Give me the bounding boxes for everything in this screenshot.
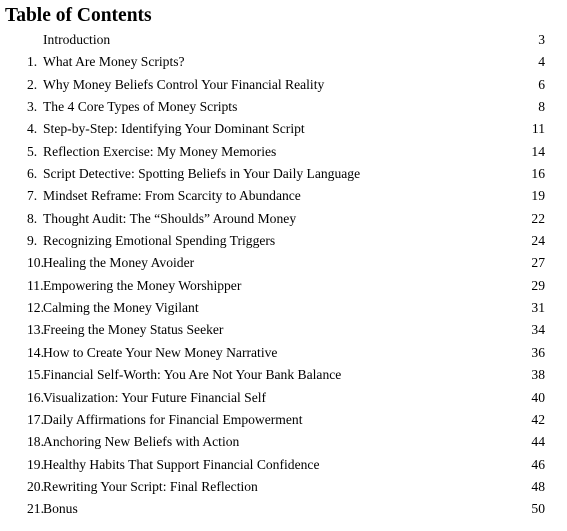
toc-entry-number: 13. bbox=[27, 322, 44, 338]
toc-entry-page-number: 11 bbox=[531, 121, 545, 137]
toc-entry bbox=[0, 364, 567, 386]
toc-entry-page-number: 16 bbox=[531, 166, 545, 182]
toc-entry bbox=[0, 319, 567, 341]
toc-entry-page-number: 19 bbox=[531, 188, 545, 204]
toc-entry-label: Freeing the Money Status Seeker bbox=[43, 322, 224, 338]
toc-entry-label: Why Money Beliefs Control Your Financial Reality bbox=[43, 76, 325, 92]
toc-entry bbox=[0, 476, 567, 498]
toc-entry-label: Empowering the Money Worshipper bbox=[43, 277, 242, 293]
toc-entry-label: Script Detective: Spotting Beliefs in Your Daily Language bbox=[43, 166, 361, 182]
toc-entry-page-number: 6 bbox=[538, 76, 545, 92]
toc-entry-page-number: 44 bbox=[531, 434, 545, 450]
toc-entry-label: The 4 Core Types of Money Scripts bbox=[43, 99, 238, 115]
toc-entry-number: 6. bbox=[27, 166, 38, 182]
toc-entry bbox=[0, 230, 567, 252]
toc-entry-page-number: 3 bbox=[538, 32, 545, 47]
toc-entry-number: 18. bbox=[27, 434, 44, 450]
toc-entry bbox=[0, 252, 567, 274]
toc-entry bbox=[0, 431, 567, 453]
toc-entry-label: Reflection Exercise: My Money Memories bbox=[43, 143, 277, 159]
toc-entry-label: Mindset Reframe: From Scarcity to Abundance bbox=[43, 188, 301, 204]
toc-entry-page-number: 46 bbox=[531, 456, 545, 472]
toc-entry-number: 3. bbox=[27, 99, 38, 115]
toc-entry bbox=[0, 118, 567, 140]
toc-entry-label: Recognizing Emotional Spending Triggers bbox=[43, 233, 276, 249]
toc-entry-label: Thought Audit: The “Shoulds” Around Money bbox=[43, 210, 297, 226]
toc-entry-label: Bonus bbox=[43, 501, 78, 517]
toc-entry bbox=[0, 208, 567, 230]
toc-entry-page-number: 27 bbox=[531, 255, 545, 271]
toc-entry-number: 10. bbox=[27, 255, 44, 271]
toc-entry-number: 11. bbox=[27, 277, 44, 293]
toc-entry-number: 17. bbox=[27, 411, 44, 427]
toc-entry bbox=[0, 409, 567, 431]
toc-entry bbox=[0, 51, 567, 73]
toc-title: Table of Contents bbox=[5, 5, 152, 26]
toc-entry-page-number: 42 bbox=[531, 411, 545, 427]
toc-entry-label: Introduction bbox=[43, 32, 111, 47]
toc-entry-page-number: 40 bbox=[531, 389, 545, 405]
toc-entry-page-number: 29 bbox=[531, 277, 545, 293]
toc-entry-number: 15. bbox=[27, 367, 44, 383]
toc-entry bbox=[0, 275, 567, 297]
toc-entry-number: 8. bbox=[27, 210, 38, 226]
toc-entry-number: 12. bbox=[27, 300, 44, 316]
toc-entry-page-number: 22 bbox=[531, 210, 545, 226]
toc-entry bbox=[0, 498, 567, 520]
toc-entry bbox=[0, 342, 567, 364]
toc-entry-label: Calming the Money Vigilant bbox=[43, 300, 199, 316]
toc-entry-page-number: 48 bbox=[531, 478, 545, 494]
toc-entry-label: Healthy Habits That Support Financial Confidence bbox=[43, 456, 320, 472]
toc-entry-number: 16. bbox=[27, 389, 44, 405]
toc-entry-number: 1. bbox=[27, 54, 38, 70]
toc-entry-number: 20. bbox=[27, 478, 44, 494]
toc-entry bbox=[0, 29, 567, 51]
toc-entry-number: 2. bbox=[27, 76, 38, 92]
toc-entry bbox=[0, 141, 567, 163]
toc-entry-number: 14. bbox=[27, 344, 44, 360]
toc-entry bbox=[0, 185, 567, 207]
toc-list bbox=[0, 29, 567, 521]
toc-entry-page-number: 8 bbox=[538, 99, 545, 115]
toc-entry-number: 21. bbox=[27, 501, 44, 517]
toc-entry-number: 7. bbox=[27, 188, 38, 204]
toc-entry-page-number: 14 bbox=[531, 143, 545, 159]
toc-entry-label: How to Create Your New Money Narrative bbox=[43, 344, 278, 360]
toc-entry bbox=[0, 454, 567, 476]
toc-entry-label: Step-by-Step: Identifying Your Dominant Script bbox=[43, 121, 305, 137]
toc-entry-number: 5. bbox=[27, 143, 38, 159]
toc-entry-label: Financial Self-Worth: You Are Not Your Bank Balance bbox=[43, 367, 342, 383]
toc-entry-label: Daily Affirmations for Financial Empowerment bbox=[43, 411, 303, 427]
toc-entry bbox=[0, 387, 567, 409]
toc-entry bbox=[0, 96, 567, 118]
toc-entry-page-number: 50 bbox=[531, 501, 545, 517]
toc-entry-page-number: 34 bbox=[531, 322, 545, 338]
toc-entry-number: 9. bbox=[27, 233, 38, 249]
toc-entry-label: Healing the Money Avoider bbox=[43, 255, 195, 271]
toc-entry-page-number: 38 bbox=[531, 367, 545, 383]
toc-entry-number: 4. bbox=[27, 121, 38, 137]
toc-entry bbox=[0, 163, 567, 185]
toc-entry-page-number: 4 bbox=[538, 54, 545, 70]
toc-entry-label: What Are Money Scripts? bbox=[43, 54, 185, 70]
toc-entry-page-number: 24 bbox=[531, 233, 545, 249]
toc-entry bbox=[0, 297, 567, 319]
toc-entry-label: Rewriting Your Script: Final Reflection bbox=[43, 478, 258, 494]
toc-entry-label: Visualization: Your Future Financial Self bbox=[43, 389, 267, 405]
toc-entry bbox=[0, 74, 567, 96]
toc-entry-page-number: 31 bbox=[531, 300, 545, 316]
toc-entry-label: Anchoring New Beliefs with Action bbox=[43, 434, 240, 450]
toc-entry-page-number: 36 bbox=[531, 344, 545, 360]
toc-entry-number: 19. bbox=[27, 456, 44, 472]
